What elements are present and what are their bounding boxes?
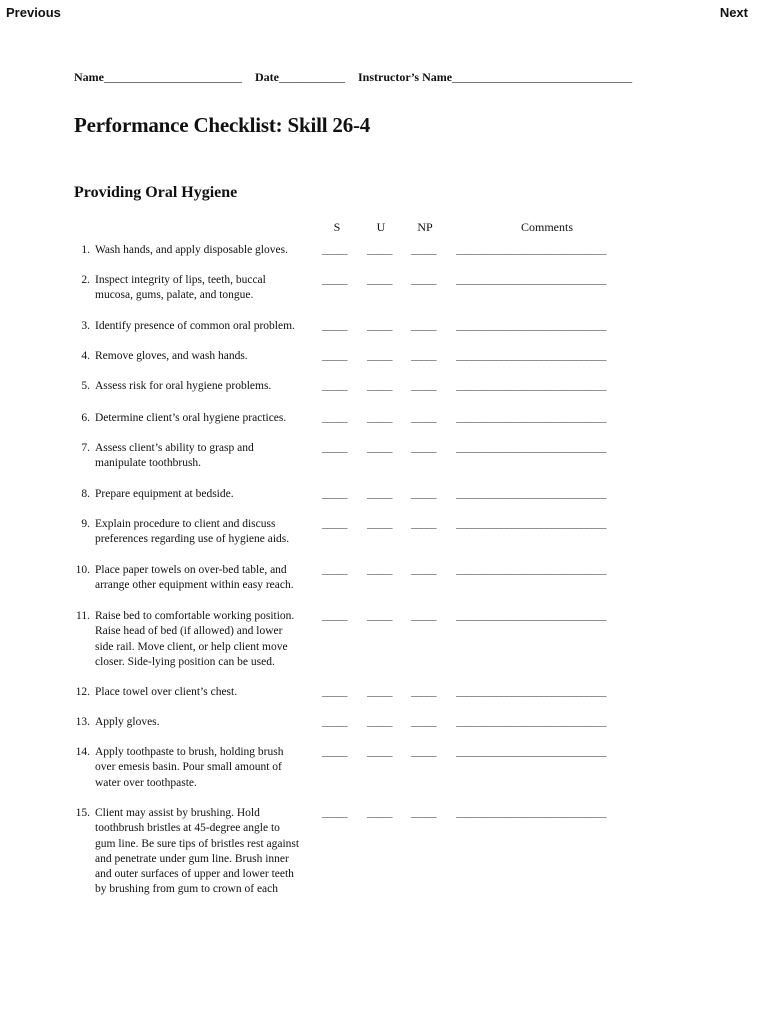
np-blank[interactable]: _____ xyxy=(411,716,436,728)
u-blank[interactable]: _____ xyxy=(367,746,392,758)
item-text: Apply toothpaste to brush, holding brush over emesis basin. Pour small amount of water over toothpaste. xyxy=(95,746,284,789)
comments-blank[interactable]: ______________________________ xyxy=(456,274,606,286)
u-blank[interactable]: _____ xyxy=(367,412,392,424)
item-number: 2. xyxy=(81,274,90,286)
u-blank[interactable]: _____ xyxy=(367,320,392,332)
item-number: 10. xyxy=(75,564,90,576)
np-blank[interactable]: _____ xyxy=(411,686,436,698)
np-blank[interactable]: _____ xyxy=(411,380,436,392)
item-number: 13. xyxy=(75,716,90,728)
item-number: 1. xyxy=(81,244,90,256)
item-text: Place paper towels on over-bed table, and arrange other equipment within easy reach. xyxy=(95,564,294,592)
u-blank[interactable]: _____ xyxy=(367,244,392,256)
u-blank[interactable]: _____ xyxy=(367,350,392,362)
np-blank[interactable]: _____ xyxy=(411,442,436,454)
comments-blank[interactable]: ______________________________ xyxy=(456,412,606,424)
comments-blank[interactable]: ______________________________ xyxy=(456,320,606,332)
s-blank[interactable]: _____ xyxy=(322,488,347,500)
item-text: Client may assist by brushing. Hold toothbrush bristles at 45-degree angle to gum line. Be sure tips of bristles rest against and penetrate under gum line. Brush inner and outer surfaces of upper and lower teeth by brushing from gum to crown of each xyxy=(95,807,300,896)
comments-blank[interactable]: ______________________________ xyxy=(456,564,606,576)
form-header xyxy=(74,70,642,85)
u-blank[interactable]: _____ xyxy=(367,380,392,392)
item-text: Assess risk for oral hygiene problems. xyxy=(95,380,272,392)
item-text: Determine client’s oral hygiene practices. xyxy=(95,412,287,424)
np-blank[interactable]: _____ xyxy=(411,746,436,758)
instructor-name-field: Instructor’s Name______________________________ xyxy=(358,70,633,84)
s-blank[interactable]: _____ xyxy=(322,350,347,362)
item-number: 5. xyxy=(81,380,90,392)
item-text: Wash hands, and apply disposable gloves. xyxy=(95,244,288,256)
column-header-u: U xyxy=(376,220,386,234)
item-text: Assess client’s ability to grasp and manipulate toothbrush. xyxy=(95,442,254,470)
u-blank[interactable]: _____ xyxy=(367,807,392,819)
np-blank[interactable]: _____ xyxy=(411,244,436,256)
s-blank[interactable]: _____ xyxy=(322,564,347,576)
np-blank[interactable]: _____ xyxy=(411,610,436,622)
s-blank[interactable]: _____ xyxy=(322,320,347,332)
s-blank[interactable]: _____ xyxy=(322,244,347,256)
u-blank[interactable]: _____ xyxy=(367,488,392,500)
item-number: 8. xyxy=(81,488,90,500)
s-blank[interactable]: _____ xyxy=(322,686,347,698)
comments-blank[interactable]: ______________________________ xyxy=(456,746,606,758)
np-blank[interactable]: _____ xyxy=(411,488,436,500)
item-number: 7. xyxy=(81,442,90,454)
comments-blank[interactable]: ______________________________ xyxy=(456,610,606,622)
comments-blank[interactable]: ______________________________ xyxy=(456,716,606,728)
item-number: 9. xyxy=(81,518,90,530)
s-blank[interactable]: _____ xyxy=(322,380,347,392)
np-blank[interactable]: _____ xyxy=(411,412,436,424)
comments-blank[interactable]: ______________________________ xyxy=(456,686,606,698)
u-blank[interactable]: _____ xyxy=(367,564,392,576)
u-blank[interactable]: _____ xyxy=(367,610,392,622)
item-number: 12. xyxy=(75,686,90,698)
item-text: Prepare equipment at bedside. xyxy=(95,488,234,500)
s-blank[interactable]: _____ xyxy=(322,746,347,758)
s-blank[interactable]: _____ xyxy=(322,412,347,424)
np-blank[interactable]: _____ xyxy=(411,564,436,576)
u-blank[interactable]: _____ xyxy=(367,716,392,728)
comments-blank[interactable]: ______________________________ xyxy=(456,488,606,500)
np-blank[interactable]: _____ xyxy=(411,350,436,362)
page-title: Performance Checklist: Skill 26-4 xyxy=(74,113,371,137)
np-blank[interactable]: _____ xyxy=(411,518,436,530)
section-title: Providing Oral Hygiene xyxy=(74,184,238,201)
item-text: Remove gloves, and wash hands. xyxy=(95,350,248,362)
item-number: 4. xyxy=(81,350,90,362)
previous-button[interactable]: Previous xyxy=(6,5,61,20)
item-text: Place towel over client’s chest. xyxy=(95,686,238,698)
comments-blank[interactable]: ______________________________ xyxy=(456,442,606,454)
item-text: Apply gloves. xyxy=(95,716,160,728)
item-number: 15. xyxy=(75,807,90,819)
item-text: Inspect integrity of lips, teeth, buccal mucosa, gums, palate, and tongue. xyxy=(95,274,266,302)
comments-blank[interactable]: ______________________________ xyxy=(456,380,606,392)
item-text: Explain procedure to client and discuss preferences regarding use of hygiene aids. xyxy=(95,518,290,546)
column-header-s: S xyxy=(333,220,341,234)
item-number: 3. xyxy=(81,320,90,332)
date-field: Date___________ xyxy=(255,70,345,84)
next-button[interactable]: Next xyxy=(719,5,748,20)
u-blank[interactable]: _____ xyxy=(367,442,392,454)
comments-blank[interactable]: ______________________________ xyxy=(456,244,606,256)
s-blank[interactable]: _____ xyxy=(322,716,347,728)
comments-blank[interactable]: ______________________________ xyxy=(456,518,606,530)
np-blank[interactable]: _____ xyxy=(411,320,436,332)
s-blank[interactable]: _____ xyxy=(322,274,347,286)
s-blank[interactable]: _____ xyxy=(322,518,347,530)
np-blank[interactable]: _____ xyxy=(411,807,436,819)
name-field: Name_______________________ xyxy=(74,70,242,84)
comments-blank[interactable]: ______________________________ xyxy=(456,350,606,362)
u-blank[interactable]: _____ xyxy=(367,274,392,286)
item-number: 6. xyxy=(81,412,90,424)
s-blank[interactable]: _____ xyxy=(322,442,347,454)
item-number: 11. xyxy=(76,610,90,622)
comments-blank[interactable]: ______________________________ xyxy=(456,807,606,819)
u-blank[interactable]: _____ xyxy=(367,518,392,530)
u-blank[interactable]: _____ xyxy=(367,686,392,698)
column-header-np: NP xyxy=(417,220,433,234)
item-text: Raise bed to comfortable working position. Raise head of bed (if allowed) and lower side rail. Move client, or help client move closer. Side-lying position can be used. xyxy=(95,610,295,668)
item-number: 14. xyxy=(75,746,90,758)
item-text: Identify presence of common oral problem. xyxy=(95,320,295,332)
column-header-comments: Comments xyxy=(520,220,573,234)
np-blank[interactable]: _____ xyxy=(411,274,436,286)
s-blank[interactable]: _____ xyxy=(322,807,347,819)
s-blank[interactable]: _____ xyxy=(322,610,347,622)
